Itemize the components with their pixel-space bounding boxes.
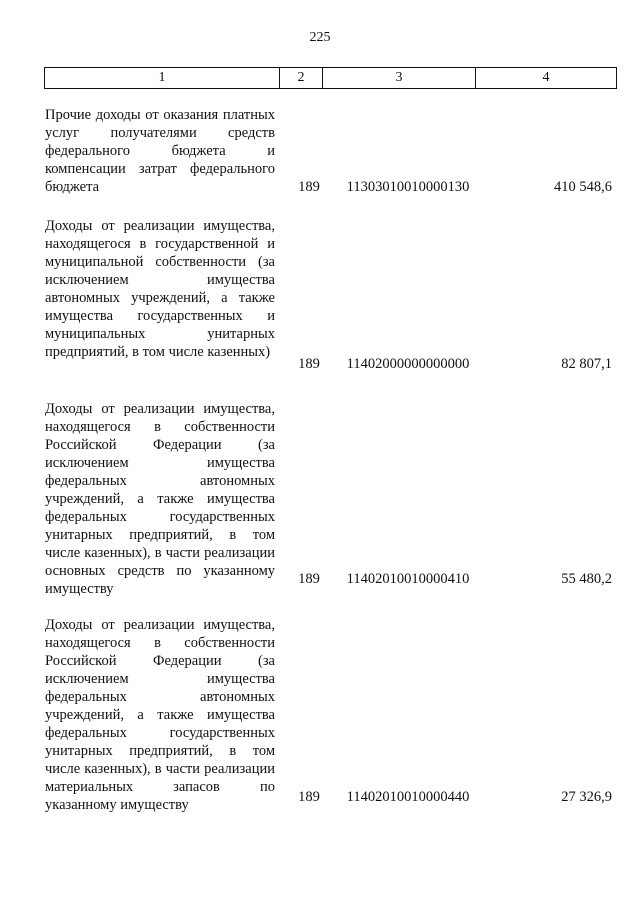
table-row	[44, 616, 616, 814]
row-classification-code: 11402010010000440	[346, 789, 470, 805]
row-classification-code: 11402010010000410	[346, 571, 470, 587]
table-row	[44, 217, 616, 379]
column-header-row	[45, 68, 617, 89]
row-amount: 82 807,1	[561, 356, 612, 372]
column-header-table	[44, 67, 617, 89]
row-description: Доходы от реализации имущества, находящегося в собственности Российской Федерации (за исключением имущества федеральных автономных учреждений, а также имущества федеральных государственных унитарных предприятий, в том числе казенных), в части реализации материальных запасов по указанному имуществу	[45, 617, 275, 813]
row-admin-code: 189	[298, 356, 320, 372]
row-description: Доходы от реализации имущества, находящегося в собственности Российской Федерации (за исключением имущества федеральных автономных учреждений, а также имущества федеральных государственных унитарных предприятий, в том числе казенных), в части реализации основных средств по указанному имуществу	[45, 401, 275, 597]
table-row	[44, 400, 616, 598]
row-admin-code: 189	[298, 179, 320, 195]
row-classification-code: 11402000000000000	[346, 356, 470, 372]
table-row	[44, 106, 616, 196]
row-amount: 55 480,2	[561, 571, 612, 587]
page-number: 225	[309, 30, 331, 45]
column-header-3: 3	[323, 68, 476, 89]
row-admin-code: 189	[298, 789, 320, 805]
column-header-2: 2	[280, 68, 323, 89]
row-description: Доходы от реализации имущества, находящегося в государственной и муниципальной собственности (за исключением имущества автономных учреждений, а также имущества государственных и муниципальных унитарных предприятий, в том числе казенных)	[45, 218, 275, 360]
row-description: Прочие доходы от оказания платных услуг получателями средств федерального бюджета и компенсации затрат федерального бюджета	[45, 107, 275, 195]
row-classification-code: 11303010010000130	[346, 179, 470, 195]
row-admin-code: 189	[298, 571, 320, 587]
row-amount: 27 326,9	[561, 789, 612, 805]
column-header-1: 1	[45, 68, 280, 89]
column-header-4: 4	[476, 68, 617, 89]
row-amount: 410 548,6	[554, 179, 612, 195]
